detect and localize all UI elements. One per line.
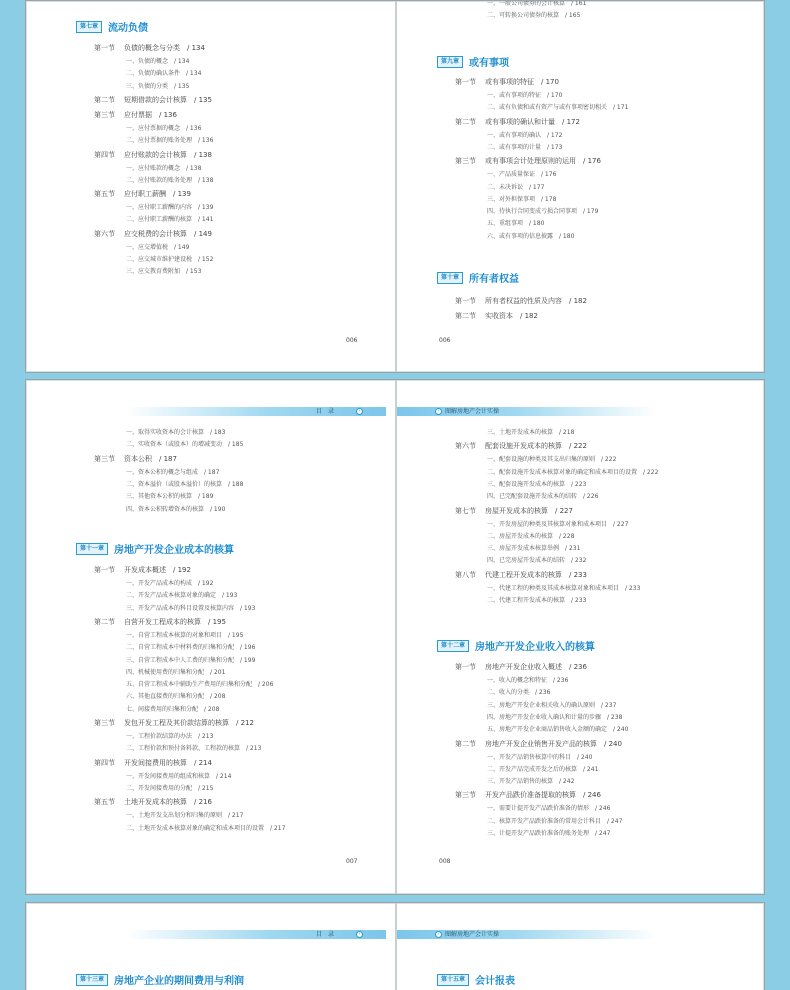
- header-band: [397, 930, 657, 939]
- toc-subsection: 三、土地开发成本的核算 / 218: [487, 429, 575, 436]
- toc-subsection: 一、需要计提开发产品跌价准备的情形 / 246: [487, 805, 611, 813]
- toc-subsection: 五、房地产开发企业商品销售收入金额的确定 / 240: [487, 726, 629, 734]
- section-title: 代建工程开发成本的核算 / 233: [485, 570, 587, 579]
- toc-subsection: 一、产品质量保证 / 176: [487, 171, 557, 179]
- toc-subsection: 二、应付职工薪酬的核算 / 141: [126, 216, 214, 224]
- chapter-badge: 第十一章: [76, 543, 108, 555]
- toc-section: [455, 313, 538, 320]
- toc-subsection: 一、自营工程成本核算的对象和项目 / 195: [126, 631, 244, 639]
- toc-subsection: 二、可转换公司债券的核算 / 165: [487, 12, 581, 20]
- toc-subsection: 一、取得实收资本的会计核算 / 183: [126, 429, 226, 436]
- chapter-badge: 第七章: [76, 21, 102, 33]
- chapter-badge: 第十五章: [437, 974, 469, 986]
- section-number: 第二节: [455, 117, 476, 126]
- section-number: 第一节: [455, 297, 476, 305]
- section-title: 房地产开发企业收入概述 / 236: [485, 663, 587, 671]
- toc-subsection: 三、对外担保事项 / 178: [487, 195, 557, 203]
- toc-subsection: 一、应付职工薪酬的内容 / 139: [126, 204, 214, 212]
- toc-section: [94, 152, 212, 159]
- toc-section: [455, 443, 587, 450]
- toc-subsection: 三、房地产开发企业相关收入的确认原则 / 237: [487, 701, 617, 709]
- section-number: 第四节: [94, 758, 115, 767]
- toc-subsection: 四、房地产开发企业收入确认和计量的步骤 / 238: [487, 713, 623, 721]
- toc-subsection: 二、负债的确认条件 / 134: [126, 70, 202, 78]
- toc-subsection: 三、开发产品销售的核算 / 242: [487, 778, 575, 786]
- toc-subsection: 一、开发房屋的种类及其核算对象和成本项目 / 227: [487, 520, 629, 528]
- toc-subsection: 四、资本公积转增资本的核算 / 190: [126, 505, 226, 513]
- toc-subsection: 二、未决诉讼 / 177: [487, 183, 545, 191]
- toc-section: [455, 508, 573, 515]
- chapter-heading: [437, 972, 515, 987]
- header-band: [126, 930, 386, 939]
- toc-subsection: 一、工程价款结算的办法 / 213: [126, 733, 214, 740]
- section-number: 第六节: [455, 442, 476, 451]
- toc-subsection: 二、房屋开发成本的核算 / 228: [487, 532, 575, 540]
- section-title: 开发成本概述 / 192: [124, 566, 191, 574]
- toc-section: [455, 792, 601, 799]
- header-dot-icon: ‹: [435, 931, 442, 938]
- section-title: 或有事项的确认和计量 / 172: [485, 117, 580, 126]
- toc-subsection: 七、间接费用的归集和分配 / 208: [126, 705, 220, 713]
- header-band: [126, 407, 386, 416]
- toc-subsection: 五、重组事项 / 180: [487, 220, 545, 228]
- toc-section: [455, 572, 587, 579]
- section-number: 第四节: [94, 150, 115, 159]
- page-007-left: [26, 380, 386, 894]
- toc-subsection: 一、开发间接费用的组成和核算 / 214: [126, 772, 232, 780]
- toc-subsection: 二、收入的分类 / 236: [487, 689, 551, 697]
- chapter-title: 所有者权益: [469, 274, 520, 285]
- toc-subsection: 一、代建工程的种类及其成本核算对象和成本项目 / 233: [487, 584, 641, 592]
- section-title: 应交税费的会计核算 / 149: [124, 229, 212, 238]
- toc-subsection: 一、开发产品成本的构成 / 192: [126, 580, 214, 587]
- toc-section: [94, 112, 177, 119]
- toc-subsection: 二、应付账款的账务处理 / 138: [126, 176, 214, 184]
- section-title: 自营开发工程成本的核算 / 195: [124, 617, 226, 626]
- page-010-right: [397, 903, 757, 990]
- section-number: 第六节: [94, 229, 115, 238]
- toc-subsection: 二、工程价款和预付备料款、工程款的核算 / 213: [126, 745, 262, 753]
- toc-section: [94, 567, 191, 574]
- section-number: 第一节: [455, 663, 476, 671]
- toc-subsection: 三、应交教育费附加 / 153: [126, 268, 202, 276]
- section-title: 所有者权益的性质及内容 / 182: [485, 297, 587, 305]
- section-title: 资本公积 / 187: [124, 454, 177, 463]
- section-number: 第一节: [94, 44, 115, 52]
- toc-section: [94, 45, 205, 52]
- chapter-title: 或有事项: [469, 58, 510, 69]
- toc-subsection: 二、应交城市维护建设税 / 152: [126, 256, 214, 263]
- toc-subsection: 五、自营工程成本中辅助生产费用的归集和分配 / 206: [126, 681, 274, 689]
- toc-section: [455, 298, 587, 305]
- toc-subsection: 一、收入的概念和特征 / 236: [487, 677, 569, 684]
- section-title: 实收资本 / 182: [485, 312, 538, 320]
- section-title: 或有事项会计处理原则的运用 / 176: [485, 157, 601, 166]
- toc-section: [455, 79, 559, 86]
- toc-subsection: 二、或有负债和或有资产与或有事项密切相关 / 171: [487, 104, 629, 112]
- toc-subsection: 四、机械使用费的归集和分配 / 201: [126, 668, 226, 676]
- section-title: 应付职工薪酬 / 139: [124, 190, 191, 199]
- book-spread-2: [25, 379, 765, 895]
- header-text: 目 录: [316, 931, 335, 938]
- toc-section: [94, 231, 212, 238]
- page-009-left: [26, 903, 386, 990]
- section-title: 开发产品跌价准备提取的核算 / 246: [485, 791, 601, 800]
- section-title: 负债的概念与分类 / 134: [124, 44, 205, 52]
- section-title: 短期借款的会计核算 / 135: [124, 95, 212, 104]
- toc-subsection: 三、配套设施开发成本的核算 / 223: [487, 480, 587, 488]
- section-number: 第三节: [94, 719, 115, 727]
- toc-section: [455, 158, 601, 165]
- section-title: 应付票据 / 136: [124, 110, 177, 119]
- toc-subsection: 四、待执行合同变成亏损合同事项 / 179: [487, 208, 599, 216]
- toc-subsection: 二、开发产品完成开发之后的核算 / 241: [487, 765, 599, 773]
- section-title: 土地开发成本的核算 / 216: [124, 798, 212, 807]
- toc-subsection: 一、开发产品销售核算中的科目 / 240: [487, 753, 593, 761]
- toc-section: [94, 619, 226, 626]
- toc-subsection: 四、已完配套设施开发成本的结转 / 226: [487, 493, 599, 501]
- toc-subsection: 三、计提开发产品跌价准备的账务处理 / 247: [487, 830, 611, 837]
- section-title: 房屋开发成本的核算 / 227: [485, 506, 573, 515]
- chapter-heading: [76, 972, 244, 987]
- toc-section: [455, 741, 622, 748]
- chapter-title: 会计报表: [475, 976, 516, 987]
- chapter-heading: [76, 541, 234, 556]
- toc-subsection: 三、开发产品成本的科目设置及核算内容 / 193: [126, 604, 256, 612]
- chapter-badge: 第十章: [437, 272, 463, 284]
- section-number: 第二节: [455, 739, 476, 748]
- toc-subsection: 三、负债的分类 / 135: [126, 82, 190, 90]
- section-number: 第三节: [455, 791, 476, 800]
- section-number: 第三节: [94, 110, 115, 119]
- toc-subsection: 二、实收资本（或股本）的增减变动 / 185: [126, 441, 244, 449]
- chapter-heading: [437, 54, 509, 69]
- section-number: 第三节: [94, 454, 115, 463]
- section-number: 第一节: [94, 566, 115, 574]
- section-title: 配套设施开发成本的核算 / 222: [485, 442, 587, 451]
- toc-subsection: 三、其他资本公积的核算 / 189: [126, 493, 214, 501]
- toc-section: [94, 456, 177, 463]
- toc-subsection: 一、或有事项的确认 / 172: [487, 131, 563, 139]
- toc-subsection: 一、一般公司债券的会计核算 / 161: [487, 0, 587, 7]
- book-spread-1: [25, 0, 765, 373]
- toc-subsection: 二、应付票据的账务处理 / 136: [126, 137, 214, 145]
- section-number: 第五节: [94, 798, 115, 807]
- toc-subsection: 三、房屋开发成本核算举例 / 231: [487, 545, 581, 553]
- toc-subsection: 六、或有事项的信息披露 / 180: [487, 232, 575, 240]
- section-title: 房地产开发企业销售开发产品的核算 / 240: [485, 739, 622, 748]
- section-number: 第五节: [94, 190, 115, 199]
- page-number: 006: [346, 337, 358, 344]
- chapter-title: 房地产企业的期间费用与利润: [114, 976, 245, 987]
- section-number: 第三节: [455, 157, 476, 166]
- toc-section: [94, 760, 212, 767]
- toc-subsection: 二、自营工程成本中材料费的归集和分配 / 196: [126, 644, 256, 652]
- section-number: 第二节: [455, 312, 476, 320]
- toc-subsection: 三、自营工程成本中人工费的归集和分配 / 199: [126, 656, 256, 664]
- page-008-right: [397, 380, 757, 894]
- chapter-badge: 第十二章: [437, 640, 469, 652]
- toc-subsection: 一、或有事项的特征 / 170: [487, 92, 563, 99]
- header-dot-icon: ›: [356, 931, 363, 938]
- toc-section: [455, 119, 580, 126]
- toc-section: [94, 97, 212, 104]
- chapter-heading: [437, 638, 595, 653]
- page-number: 006: [439, 337, 451, 344]
- chapter-title: 流动负债: [108, 23, 149, 34]
- toc-subsection: 二、或有事项的计量 / 173: [487, 143, 563, 151]
- toc-subsection: 一、资本公积的概念与组成 / 187: [126, 468, 220, 476]
- toc-subsection: 一、土地开发支出划分和归集的原则 / 217: [126, 812, 244, 820]
- toc-section: [94, 799, 212, 806]
- header-dot-icon: ‹: [435, 408, 442, 415]
- toc-subsection: 一、应付票据的概念 / 136: [126, 124, 202, 132]
- header-dot-icon: ›: [356, 408, 363, 415]
- section-title: 应付账款的会计核算 / 138: [124, 150, 212, 159]
- toc-subsection: 四、已完房屋开发成本的结转 / 232: [487, 557, 587, 565]
- toc-section: [94, 720, 254, 727]
- page-number: 007: [346, 858, 358, 865]
- chapter-title: 房地产开发企业收入的核算: [475, 642, 596, 653]
- section-number: 第八节: [455, 570, 476, 579]
- page-number: 008: [439, 858, 451, 865]
- section-number: 第一节: [455, 78, 476, 86]
- section-number: 第二节: [94, 95, 115, 104]
- toc-subsection: 二、代建工程开发成本的核算 / 233: [487, 597, 587, 604]
- header-text: 图解房地产会计实操: [445, 408, 500, 415]
- chapter-title: 房地产开发企业成本的核算: [114, 545, 235, 556]
- toc-section: [455, 664, 587, 671]
- chapter-heading: [437, 270, 519, 285]
- section-title: 或有事项的特征 / 170: [485, 78, 559, 86]
- toc-subsection: 一、应交增值税 / 149: [126, 243, 190, 251]
- header-text: 图解房地产会计实操: [445, 931, 500, 938]
- section-number: 第七节: [455, 506, 476, 515]
- toc-subsection: 一、配套设施的种类及其支出归集的原则 / 222: [487, 456, 617, 464]
- chapter-badge: 第十三章: [76, 974, 108, 986]
- section-title: 发包开发工程及其价款结算的核算 / 212: [124, 719, 254, 727]
- toc-subsection: 二、土地开发成本核算对象的确定和成本项目的设置 / 217: [126, 824, 286, 832]
- toc-subsection: 二、核算开发产品跌价准备的常用会计科目 / 247: [487, 817, 623, 825]
- header-text: 目 录: [316, 408, 335, 415]
- toc-subsection: 一、负债的概念 / 134: [126, 58, 190, 65]
- toc-subsection: 一、应付账款的概念 / 138: [126, 164, 202, 172]
- chapter-badge: 第九章: [437, 56, 463, 68]
- book-spread-3: [25, 902, 765, 990]
- toc-subsection: 二、开发间接费用的分配 / 215: [126, 784, 214, 792]
- chapter-heading: [76, 19, 148, 34]
- toc-subsection: 二、配套设施开发成本核算对象的确定和成本项目的设置 / 222: [487, 468, 659, 476]
- toc-section: [94, 191, 191, 198]
- page-006-right: [397, 1, 757, 372]
- section-number: 第二节: [94, 617, 115, 626]
- header-band: [397, 407, 657, 416]
- toc-subsection: 二、资本溢价（或股本溢价）的核算 / 188: [126, 480, 244, 488]
- toc-subsection: 六、其他直接费的归集和分配 / 208: [126, 693, 226, 701]
- section-title: 开发间接费用的核算 / 214: [124, 758, 212, 767]
- page-006-left: [26, 1, 386, 372]
- toc-subsection: 二、开发产品成本核算对象的确定 / 193: [126, 592, 238, 600]
